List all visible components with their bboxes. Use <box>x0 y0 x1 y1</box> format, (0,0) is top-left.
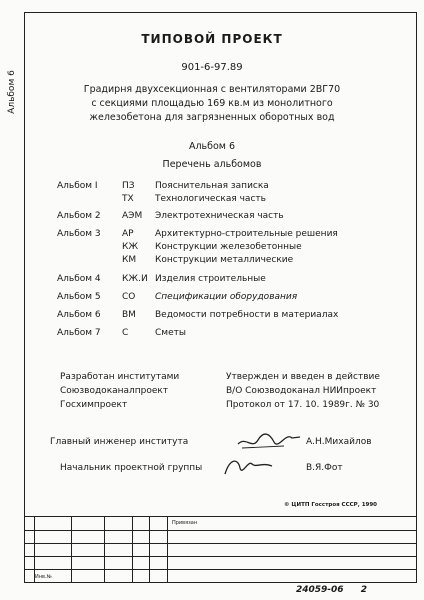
description-line-3: железобетона для загрязненных оборотных вод <box>89 112 335 123</box>
description-line-1: Градирня двухсекционная с вентиляторами 2ВГ70 <box>83 84 341 95</box>
stamp-label-privyazan: Привязан <box>172 520 198 526</box>
copyright-notice: © ЦИТП Госстроя СССР, 1990 <box>284 502 377 508</box>
album-title: Спецификации оборудования <box>155 292 298 302</box>
album-title: Конструкции металлические <box>155 255 294 265</box>
album-title: Архитектурно-строительные решения <box>155 229 338 239</box>
album-code: ПЗ <box>122 181 135 191</box>
approval-line: Протокол от 17. 10. 1989г. № 30 <box>226 400 380 410</box>
handwritten-signature <box>222 454 276 480</box>
footer-sheet-number: 2 <box>360 585 367 595</box>
description-line-2: с секциями площадью 169 кв.м из монолитного <box>91 98 333 109</box>
album-number: Альбом 6 <box>57 310 101 320</box>
album-code: КМ <box>122 255 137 265</box>
album-code: СО <box>122 292 136 302</box>
album-title: Пояснительная записка <box>155 181 269 191</box>
handwritten-signature <box>236 428 302 454</box>
album-list-heading: Перечень альбомов <box>162 159 262 170</box>
developed-by-line: Госхимпроект <box>60 400 128 410</box>
album-code: АР <box>122 229 134 239</box>
footer-code-text: 24059-06 <box>296 585 344 595</box>
album-title: Изделия строительные <box>155 274 266 284</box>
document-title: ТИПОВОЙ ПРОЕКТ <box>141 32 283 46</box>
developed-by-line: Разработан институтами <box>60 372 180 382</box>
stamp-label-inventory: Инв.№ <box>35 574 52 580</box>
title-block-stamp <box>24 516 417 583</box>
approval-line: В/О Союзводоканал НИИпроект <box>226 386 377 396</box>
album-number: Альбом 4 <box>57 274 101 284</box>
album-title: Сметы <box>155 328 186 338</box>
album-number: Альбом 3 <box>57 229 101 239</box>
album-number: Альбом 2 <box>57 211 101 221</box>
footer-document-code <box>296 585 367 595</box>
signature-role: Начальник проектной группы <box>60 463 203 473</box>
album-code: ВМ <box>122 310 136 320</box>
project-code: 901-6-97.89 <box>181 62 243 73</box>
album-title: Ведомости потребности в материалах <box>155 310 339 320</box>
album-title: Конструкции железобетонные <box>155 242 302 252</box>
signatory-name: В.Я.Фот <box>306 463 343 473</box>
album-code: КЖ.И <box>122 274 148 284</box>
signatory-name: А.Н.Михайлов <box>306 437 372 447</box>
album-code: С <box>122 328 129 338</box>
album-code: АЭМ <box>122 211 143 221</box>
developed-by-line: Союзводоканалпроект <box>60 386 169 396</box>
signature-role: Главный инженер института <box>50 437 189 447</box>
album-number: Альбом I <box>57 181 98 191</box>
album-code: ТХ <box>122 194 134 204</box>
approval-line: Утвержден и введен в действие <box>226 372 380 382</box>
album-code: КЖ <box>122 242 139 252</box>
album-number: Альбом 5 <box>57 292 101 302</box>
side-album-label-text: Альбом 6 <box>7 70 17 114</box>
album-title: Технологическая часть <box>155 194 266 204</box>
album-title: Электротехническая часть <box>155 211 284 221</box>
album-number: Альбом 7 <box>57 328 101 338</box>
album-heading: Альбом 6 <box>188 141 236 152</box>
